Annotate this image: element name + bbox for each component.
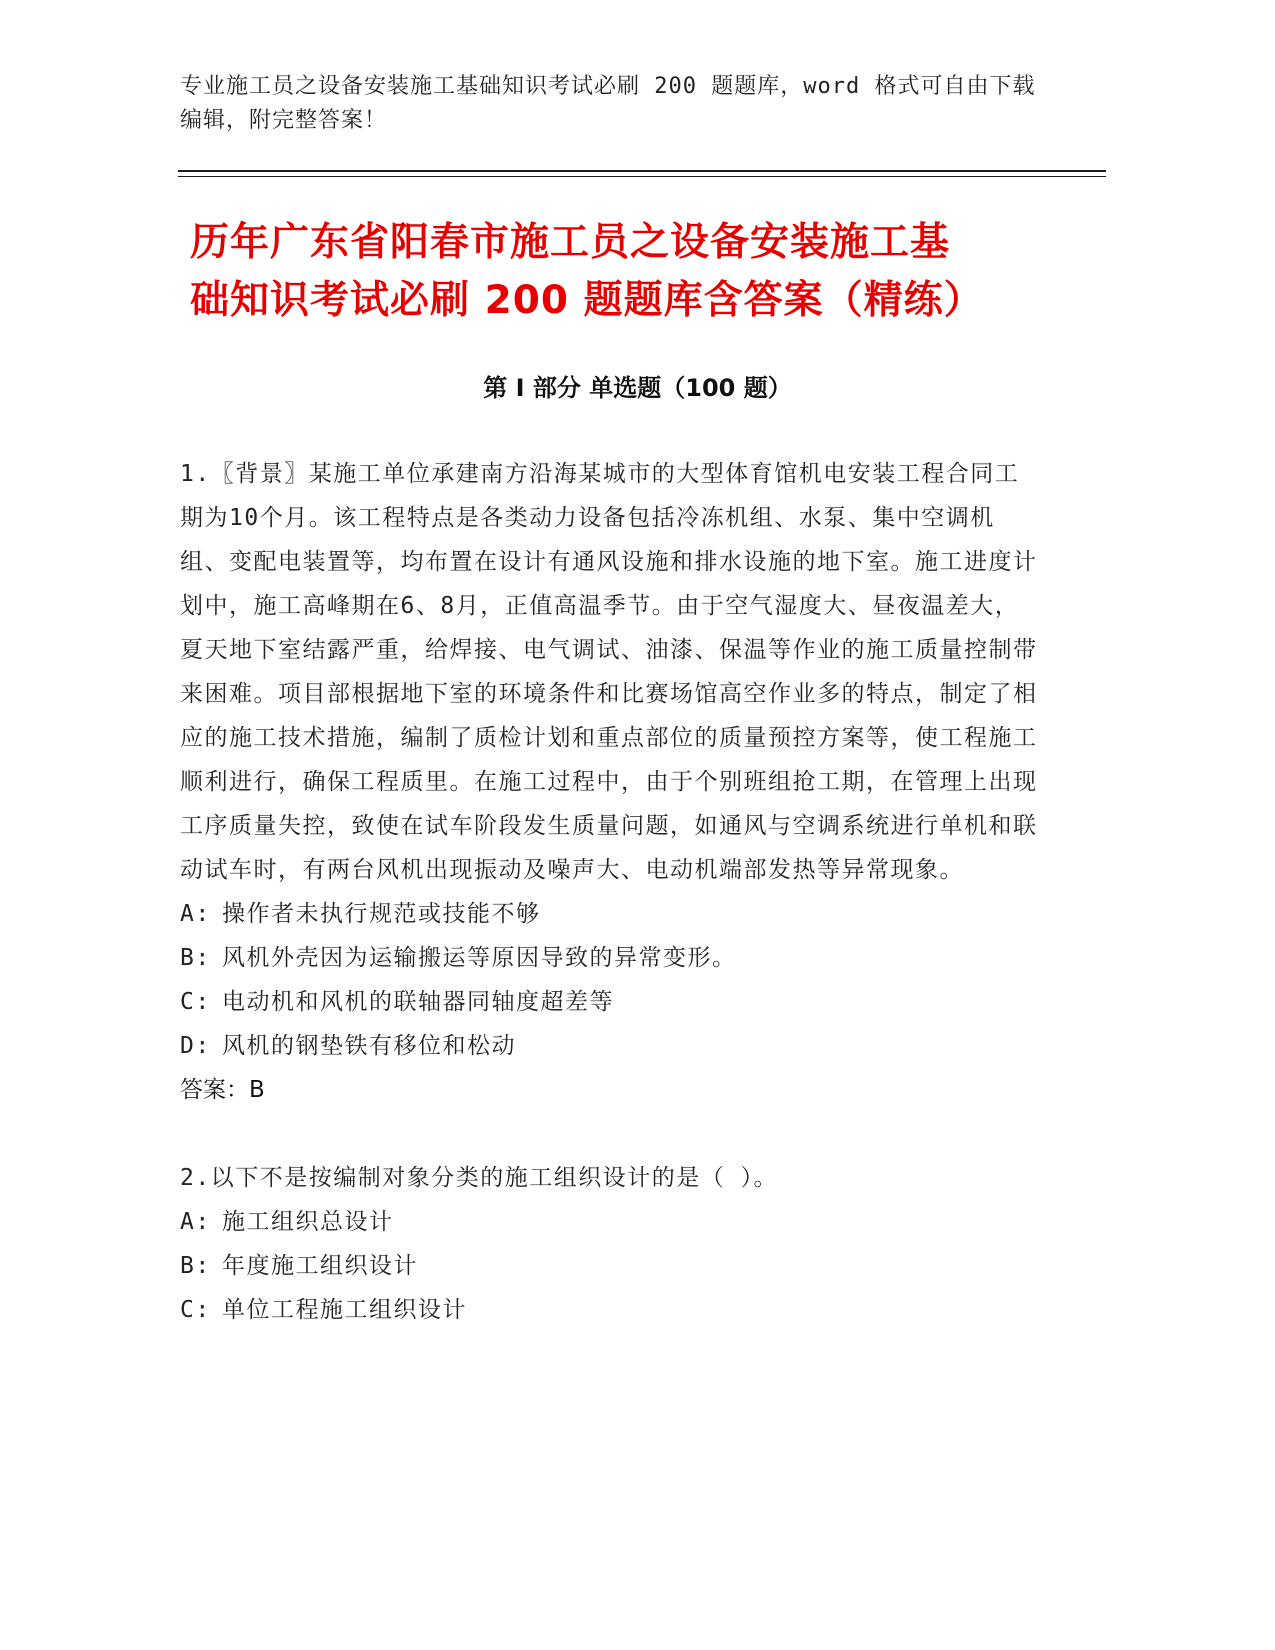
header-note [180,70,1040,138]
option-text: 年度施工组织设计 [222,1253,418,1279]
question-stem: 2.以下不是按编制对象分类的施工组织设计的是（ ）。 [180,1165,779,1191]
document-title [190,214,1070,330]
section-heading: 第 I 部分 单选题（100 题） [483,374,792,402]
option-c [180,1288,1040,1332]
option-b [180,1244,1040,1288]
option-key: C: [180,1297,211,1323]
option-text: 施工组织总设计 [222,1209,394,1235]
option-key: B: [180,1253,211,1279]
question-item [180,452,1040,1112]
document-title-line-2: 础知识考试必刷 200 题题库含答案（精练） [190,278,984,323]
header-divider-thick [178,170,1106,172]
option-key: C: [180,989,211,1015]
option-text: 单位工程施工组织设计 [222,1297,467,1323]
option-a [180,1200,1040,1244]
question-stem: 1.〖背景〗某施工单位承建南方沿海某城市的大型体育馆机电安装工程合同工期为10个月。该工程特点是各类动力设备包括冷冻机组、水泵、集中空调机组、变配电装置等，均布置在设计有通风设施和排水设施的地下室。施工进度计划中，施工高峰期在6、8月，正值高温季节。由于空气湿度大、昼夜温差大，夏天地下室结露严重，给焊接、电气调试、油漆、保温等作业的施工质量控制带来困难。项目部根据地下室的环境条件和比赛场馆高空作业多的特点，制定了相应的施工技术措施，编制了质检计划和重点部位的质量预控方案等，使工程施工顺利进行，确保工程质里。在施工过程中，由于个别班组抢工期，在管理上出现工序质量失控，致使在试车阶段发生质量问题，如通风与空调系统进行单机和联动试车时，有两台风机出现振动及噪声大、电动机端部发热等异常现象。 [180,461,1038,883]
header-note-line-1: 专业施工员之设备安装施工基础知识考试必刷 200 题题库，word 格式可自由下载 [180,74,1036,99]
option-text: 风机外壳因为运输搬运等原因导致的异常变形。 [222,945,737,971]
question-item [180,1156,1040,1332]
option-a [180,892,1040,936]
option-c [180,980,1040,1024]
option-key: B: [180,945,211,971]
option-key: A: [180,1209,211,1235]
header-divider-thin [178,176,1106,177]
header-note-line-2: 编辑，附完整答案！ [180,108,388,133]
option-text: 操作者未执行规范或技能不够 [222,901,541,927]
option-key: A: [180,901,211,927]
option-d [180,1024,1040,1068]
option-b [180,936,1040,980]
document-title-line-1: 历年广东省阳春市施工员之设备安装施工基 [190,220,951,265]
question-list [180,452,1040,1332]
option-text: 电动机和风机的联轴器同轴度超差等 [222,989,614,1015]
option-key: D: [180,1033,211,1059]
answer-line: 答案：B [180,1077,265,1103]
option-text: 风机的钢垫铁有移位和松动 [222,1033,516,1059]
